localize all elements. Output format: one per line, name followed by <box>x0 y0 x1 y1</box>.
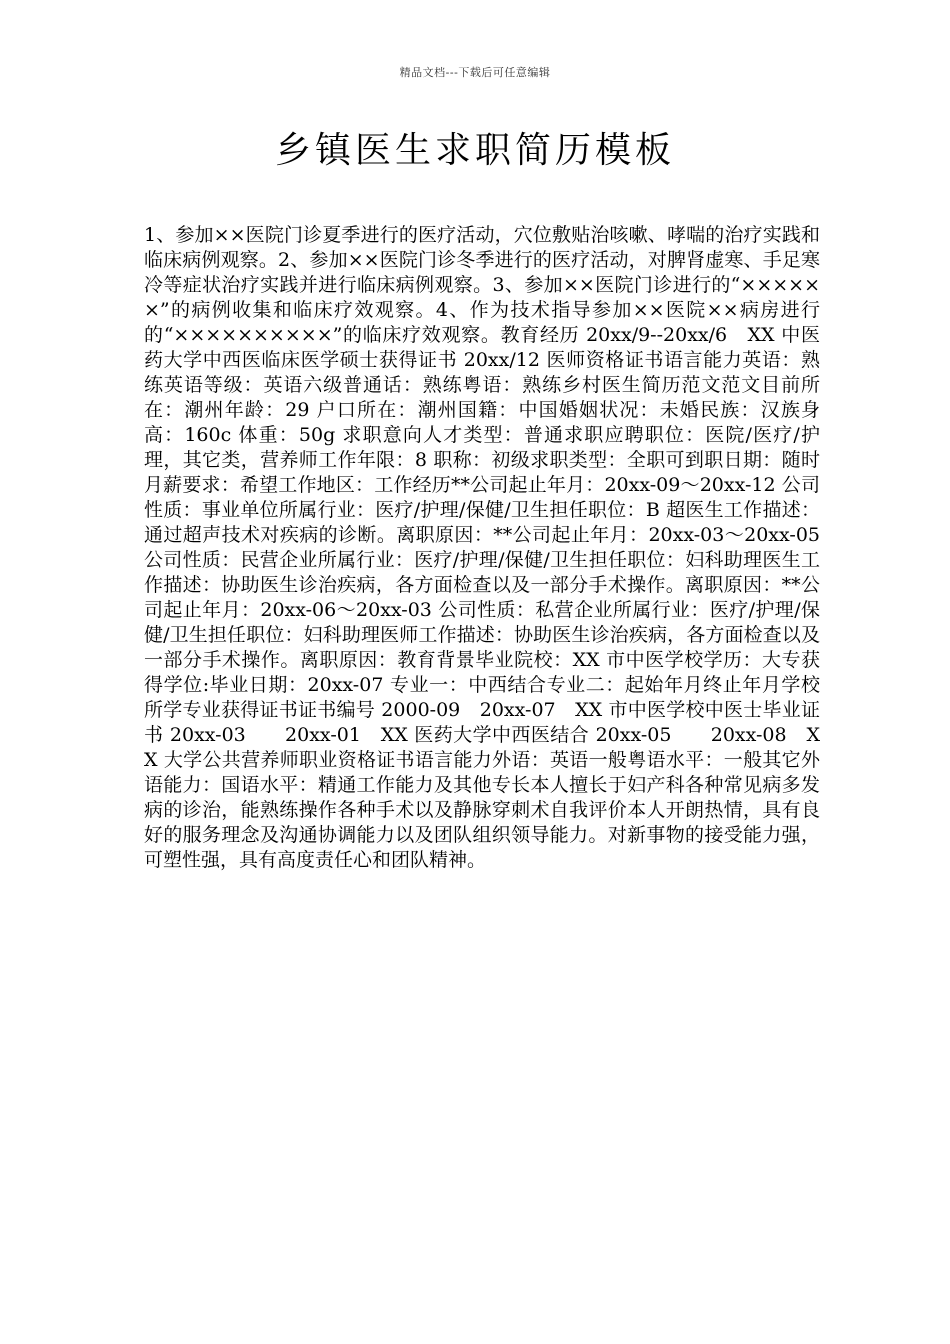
header-note: 精品文档---下载后可任意编辑 <box>399 66 551 79</box>
body-paragraph: 1、参加××医院门诊夏季进行的医疗活动，穴位敷贴治咳嗽、哮喘的治疗实践和临床病例观察。2、参加××医院门诊冬季进行的医疗活动，对脾肾虚寒、手足寒冷等症状治疗实践并进行临床病例观察。3、参加××医院门诊进行的“××××××”的病例收集和临床疗效观察。4、作为技术指导参加××医院××病房进行的“××××××××××”的临床疗效观察。教育经历 20xx/9--20xx/6 XX 中医药大学中西医临床医学硕士获得证书 20xx/12 医师资格证书语言能力英语：熟练英语等级：英语六级普通话：熟练粤语：熟练乡村医生简历范文范文目前所在：潮州年龄：29 户口所在：潮州国籍：中国婚姻状况：未婚民族：汉族身高：160c 体重：50g 求职意向人才类型：普通求职应聘职位：医院/医疗/护理，其它类，营养师工作年限：8 职称：初级求职类型：全职可到职日期：随时月薪要求：希望工作地区：工作经历**公司起止年月：20xx-09～20xx-12 公司性质：事业单位所属行业：医疗/护理/保健/卫生担任职位：B 超医生工作描述：通过超声技术对疾病的诊断。离职原因：**公司起止年月：20xx-03～20xx-05 公司性质：民营企业所属行业：医疗/护理/保健/卫生担任职位：妇科助理医生工作描述：协助医生诊治疾病，各方面检查以及一部分手术操作。离职原因：**公司起止年月：20xx-06～20xx-03 公司性质：私营企业所属行业：医疗/护理/保健/卫生担任职位：妇科助理医师工作描述：协助医生诊治疾病，各方面检查以及一部分手术操作。离职原因：教育背景毕业院校：XX 市中医学校学历：大专获得学位:毕业日期：20xx-07 专业一：中西结合专业二：起始年月终止年月学校所学专业获得证书证书编号 2000-09 20xx-07 XX 市中医学校中医士毕业证书 20xx-03 20xx-01 XX 医药大学中西医结合 20xx-05 20xx-08 XX 大学公共营养师职业资格证书语言能力外语：英语一般粤语水平：一般其它外语能力：国语水平：精通工作能力及其他专长本人擅长于妇产科各种常见病多发病的诊治，能熟练操作各种手术以及静脉穿刺术自我评价本人开朗热情，具有良好的服务理念及沟通协调能力以及团队组织领导能力。对新事物的接受能力强，可塑性强，具有高度责任心和团队精神。 <box>144 224 820 871</box>
document-title: 乡镇医生求职简历模板 <box>274 130 675 171</box>
